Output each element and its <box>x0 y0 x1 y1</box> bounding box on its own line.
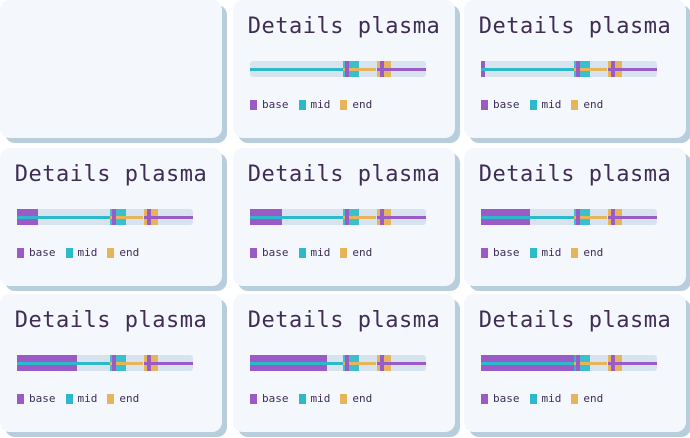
legend-label: end <box>583 246 604 259</box>
legend-label: mid <box>310 246 331 259</box>
legend <box>250 246 426 259</box>
legend-label: end <box>119 246 140 259</box>
cyan-line <box>481 362 574 365</box>
tile-title: Details plasma <box>478 14 672 39</box>
marker-tick <box>576 61 580 77</box>
legend-swatch <box>571 248 578 258</box>
marker-tick <box>611 61 615 77</box>
legend-item <box>17 392 56 405</box>
legend <box>481 98 657 111</box>
legend-label: end <box>583 98 604 111</box>
marker-tick <box>147 355 151 371</box>
legend-item <box>571 246 603 259</box>
legend-label: base <box>493 246 520 259</box>
marker-tick <box>345 355 349 371</box>
cyan-line <box>17 362 110 365</box>
legend-label: base <box>262 98 289 111</box>
legend <box>250 98 426 111</box>
marker-tick <box>147 209 151 225</box>
marker-tick <box>576 355 580 371</box>
legend-item <box>299 246 331 259</box>
legend-label: base <box>29 392 56 405</box>
progress-track <box>17 355 193 371</box>
legend-label: base <box>29 246 56 259</box>
legend-swatch <box>66 394 73 404</box>
legend-item <box>107 392 139 405</box>
legend-label: end <box>119 392 140 405</box>
cyan-line <box>250 216 343 219</box>
legend-swatch <box>481 100 488 110</box>
legend-swatch <box>107 248 114 258</box>
legend-label: mid <box>310 98 331 111</box>
legend-item <box>250 392 289 405</box>
purple-line <box>608 362 657 365</box>
legend <box>250 392 426 405</box>
cyan-line <box>17 216 110 219</box>
legend-item <box>250 98 289 111</box>
legend-label: mid <box>77 392 98 405</box>
legend <box>17 392 193 405</box>
purple-line <box>377 216 426 219</box>
tile-9 <box>464 294 686 432</box>
marker-tick <box>380 61 384 77</box>
legend-swatch <box>299 248 306 258</box>
legend-item <box>571 98 603 111</box>
tile-title: Details plasma <box>14 162 208 187</box>
legend-swatch <box>17 248 24 258</box>
progress-track <box>250 61 426 77</box>
legend-swatch <box>250 100 257 110</box>
legend-item <box>340 98 372 111</box>
legend-item <box>340 392 372 405</box>
legend-label: mid <box>77 246 98 259</box>
progress-track <box>481 209 657 225</box>
marker-tick <box>345 209 349 225</box>
tile-title: Details plasma <box>247 308 441 333</box>
progress-track <box>17 209 193 225</box>
legend-swatch <box>530 248 537 258</box>
tile-title: Details plasma <box>14 308 208 333</box>
progress-track <box>250 209 426 225</box>
legend-item <box>530 392 562 405</box>
tile-3 <box>464 0 686 138</box>
legend-item <box>299 98 331 111</box>
legend-item <box>481 98 520 111</box>
legend-label: base <box>262 392 289 405</box>
marker-tick <box>112 355 116 371</box>
legend-label: base <box>262 246 289 259</box>
marker-tick <box>576 209 580 225</box>
tile-1 <box>0 0 222 138</box>
legend-swatch <box>299 394 306 404</box>
legend-swatch <box>340 248 347 258</box>
marker-tick <box>345 61 349 77</box>
legend <box>17 246 193 259</box>
legend-item <box>66 246 98 259</box>
tile-title: Details plasma <box>247 14 441 39</box>
legend-item <box>481 392 520 405</box>
legend-swatch <box>340 394 347 404</box>
cyan-line <box>481 68 574 71</box>
tile-title: Details plasma <box>478 162 672 187</box>
progress-track <box>250 355 426 371</box>
legend-item <box>530 98 562 111</box>
marker-tick <box>112 209 116 225</box>
legend-swatch <box>530 100 537 110</box>
legend <box>481 246 657 259</box>
legend-swatch <box>17 394 24 404</box>
tile-5 <box>233 148 455 286</box>
legend <box>481 392 657 405</box>
legend-item <box>571 392 603 405</box>
legend-label: end <box>352 246 373 259</box>
legend-swatch <box>66 248 73 258</box>
tile-4 <box>0 148 222 286</box>
legend-label: base <box>493 98 520 111</box>
purple-line <box>377 362 426 365</box>
purple-line <box>144 362 193 365</box>
tile-title: Details plasma <box>247 162 441 187</box>
legend-item <box>481 246 520 259</box>
purple-line <box>144 216 193 219</box>
legend-label: end <box>352 98 373 111</box>
legend-label: mid <box>541 392 562 405</box>
legend-swatch <box>530 394 537 404</box>
tile-6 <box>464 148 686 286</box>
legend-label: mid <box>541 246 562 259</box>
legend-item <box>250 246 289 259</box>
purple-line <box>608 68 657 71</box>
cyan-line <box>481 216 574 219</box>
progress-track <box>481 355 657 371</box>
legend-item <box>107 246 139 259</box>
progress-track <box>481 61 657 77</box>
purple-line <box>377 68 426 71</box>
legend-item <box>299 392 331 405</box>
legend-swatch <box>299 100 306 110</box>
legend-label: mid <box>310 392 331 405</box>
legend-swatch <box>107 394 114 404</box>
legend-item <box>530 246 562 259</box>
legend-swatch <box>571 394 578 404</box>
marker-tick <box>611 355 615 371</box>
legend-label: mid <box>541 98 562 111</box>
legend-item <box>17 246 56 259</box>
cyan-line <box>250 68 343 71</box>
legend-swatch <box>340 100 347 110</box>
legend-label: end <box>352 392 373 405</box>
marker-tick <box>380 355 384 371</box>
tile-2 <box>233 0 455 138</box>
legend-swatch <box>250 394 257 404</box>
legend-label: end <box>583 392 604 405</box>
legend-swatch <box>571 100 578 110</box>
tile-7 <box>0 294 222 432</box>
cyan-line <box>250 362 343 365</box>
legend-label: base <box>493 392 520 405</box>
legend-swatch <box>481 394 488 404</box>
legend-item <box>66 392 98 405</box>
legend-swatch <box>250 248 257 258</box>
purple-line <box>608 216 657 219</box>
legend-item <box>340 246 372 259</box>
legend-swatch <box>481 248 488 258</box>
tile-title: Details plasma <box>478 308 672 333</box>
marker-tick <box>611 209 615 225</box>
marker-tick <box>380 209 384 225</box>
tile-8 <box>233 294 455 432</box>
